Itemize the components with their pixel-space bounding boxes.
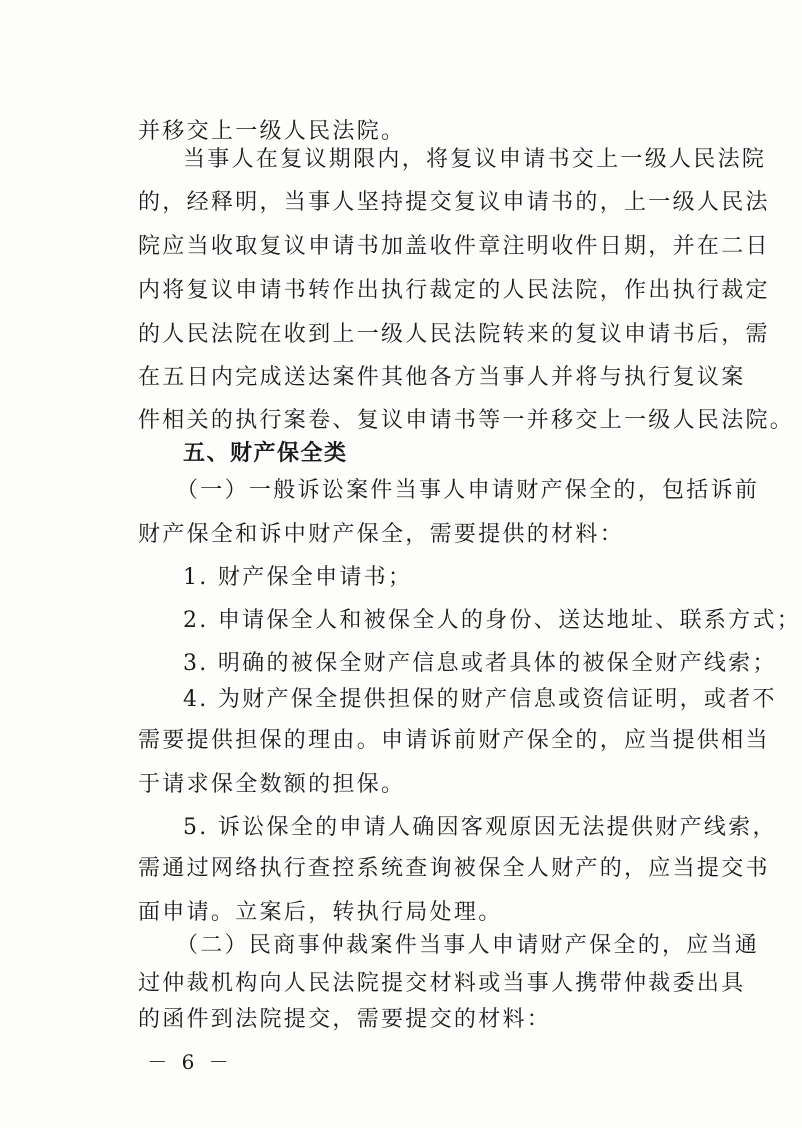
text-line: 的，经释明，当事人坚持提交复议申请书的，上一级人民法 bbox=[138, 190, 770, 215]
text-line: 财产保全和诉中财产保全，需要提供的材料： bbox=[138, 522, 625, 547]
text-line: 需要提供担保的理由。申请诉前财产保全的，应当提供相当 bbox=[138, 728, 770, 753]
text-line: 需通过网络执行查控系统查询被保全人财产的，应当提交书 bbox=[138, 856, 770, 881]
text-line: 于请求保全数额的担保。 bbox=[138, 772, 406, 797]
text-line: （二）民商事仲裁案件当事人申请财产保全的，应当通 bbox=[176, 933, 760, 958]
list-item: 3. 明确的被保全财产信息或者具体的被保全财产线索； bbox=[183, 651, 777, 676]
text-line: 的人民法院在收到上一级人民法院转来的复议申请书后，需 bbox=[138, 322, 770, 347]
list-item: 2. 申请保全人和被保全人的身份、送达地址、联系方式； bbox=[183, 608, 802, 633]
section-heading: 五、财产保全类 bbox=[183, 441, 348, 466]
page-number: － 6 － bbox=[147, 1050, 233, 1074]
list-item: 4. 为财产保全提供担保的财产信息或资信证明，或者不 bbox=[183, 687, 777, 712]
text-line: 过仲裁机构向人民法院提交材料或当事人携带仲裁委出具 bbox=[138, 971, 746, 996]
text-line: 件相关的执行案卷、复议申请书等一并移交上一级人民法院。 bbox=[138, 408, 795, 433]
text-line: 并移交上一级人民法院。 bbox=[138, 119, 406, 144]
list-item: 5. 诉讼保全的申请人确因客观原因无法提供财产线索， bbox=[183, 815, 777, 840]
text-line: 在五日内完成送达案件其他各方当事人并将与执行复议案 bbox=[138, 365, 746, 390]
text-line: 院应当收取复议申请书加盖收件章注明收件日期，并在二日 bbox=[138, 234, 770, 259]
text-line: 的函件到法院提交，需要提交的材料： bbox=[138, 1007, 552, 1032]
list-item: 1. 财产保全申请书； bbox=[183, 565, 413, 590]
text-line: 面申请。立案后，转执行局处理。 bbox=[138, 900, 503, 925]
text-line: 内将复议申请书转作出执行裁定的人民法院，作出执行裁定 bbox=[138, 278, 770, 303]
text-line: 当事人在复议期限内，将复议申请书交上一级人民法院 bbox=[183, 147, 767, 172]
text-line: （一）一般诉讼案件当事人申请财产保全的，包括诉前 bbox=[176, 478, 760, 503]
